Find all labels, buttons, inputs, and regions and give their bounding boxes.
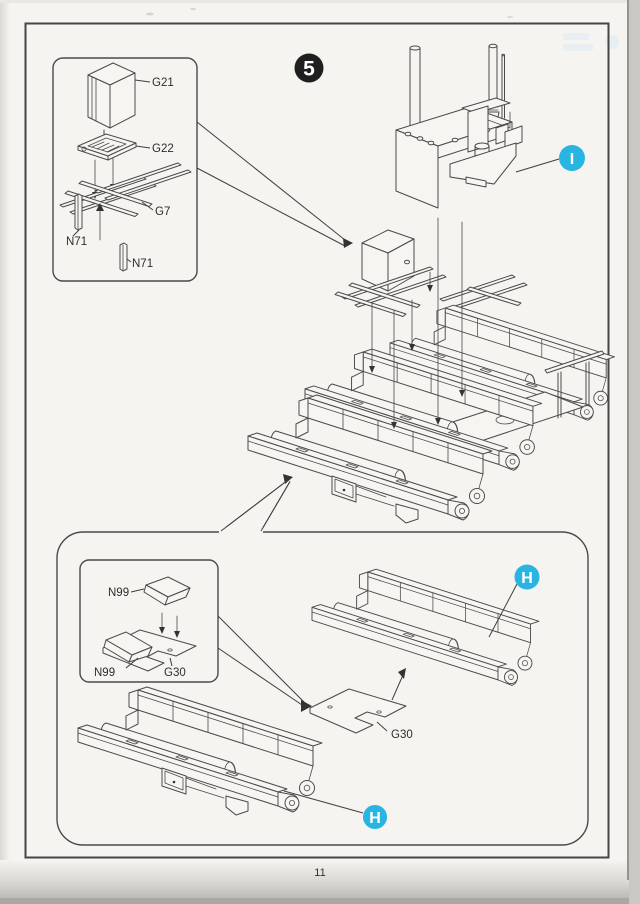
label-g21: G21 [152, 77, 174, 89]
part-n71-left [75, 194, 82, 230]
label-g30-main: G30 [391, 729, 413, 741]
label-g30-inset: G30 [164, 667, 186, 679]
label-n71-bottom: N71 [132, 258, 154, 270]
badge-h-lower-letter: H [369, 810, 381, 827]
part-g21 [88, 63, 135, 128]
step-badge [295, 54, 324, 83]
label-g7: G7 [155, 206, 171, 218]
label-n71-left: N71 [66, 236, 88, 248]
label-n99-bottom: N99 [94, 667, 116, 679]
badge-h-upper-letter: H [521, 570, 533, 587]
page-right-edge [629, 0, 640, 904]
page-number: 11 [314, 867, 326, 879]
part-n71-bottom [120, 243, 127, 271]
label-n99-top: N99 [108, 587, 130, 599]
label-g22: G22 [152, 143, 174, 155]
step-number: 5 [303, 57, 315, 81]
badge-i-letter: I [569, 151, 575, 168]
